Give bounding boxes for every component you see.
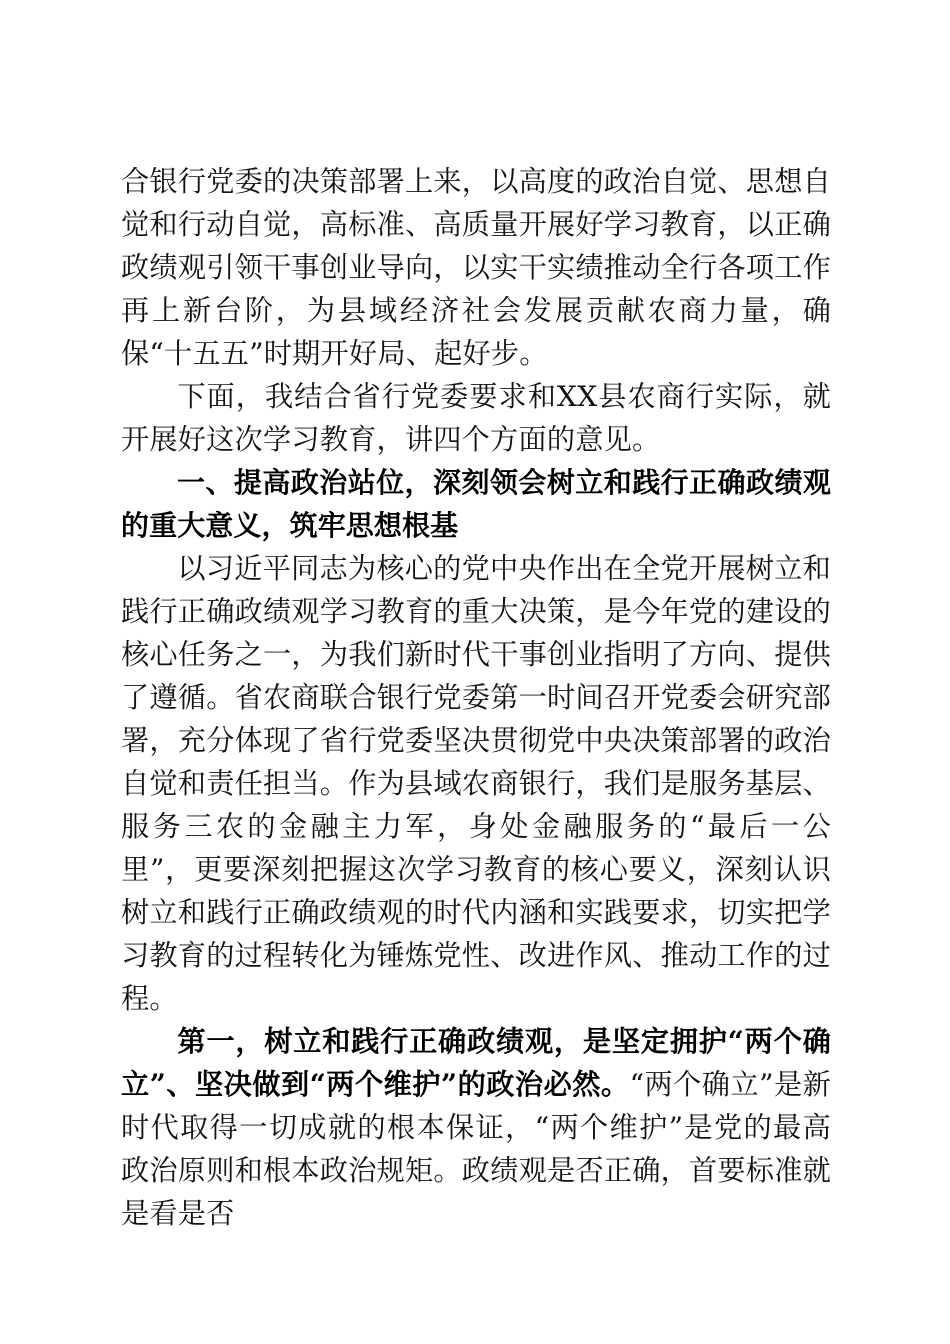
body-paragraph-3: 以习近平同志为核心的党中央作出在全党开展树立和践行正确政绩观学习教育的重大决策，是今年党的建设的核心任务之一，为我们新时代干事创业指明了方向、提供了遵循。省农商联合银行党委第一时间召开党委会研究部署，充分体现了省行党委坚决贯彻党中央决策部署的政治自觉和责任担当。作为县域农商银行，我们是服务基层、服务三农的金融主力军，身处金融服务的“最后一公里”，更要深刻把握这次学习教育的核心要义，深刻认识树立和践行正确政绩观的时代内涵和实践要求，切实把学习教育的过程转化为锤炼党性、改进作风、推动工作的过程。 [121, 552, 831, 1015]
body-paragraph-2: 下面，我结合省行党委要求和XX县农商行实际，就开展好这次学习教育，讲四个方面的意见。 [121, 380, 831, 456]
document-text-body [121, 160, 831, 1235]
section-heading-1: 一、提高政治站位，深刻领会树立和践行正确政绩观的重大意义，筑牢思想根基 [121, 466, 831, 542]
body-paragraph-4 [121, 1020, 831, 1235]
paragraph-lead-bold-run: 第一，树立和践行正确政绩观，是坚定拥护“两个确立”、坚决做到“两个维护”的政治必然。 [121, 1025, 831, 1101]
body-paragraph-1: 合银行党委的决策部署上来，以高度的政治自觉、思想自觉和行动自觉，高标准、高质量开展好学习教育，以正确政绩观引领干事创业导向，以实干实绩推动全行各项工作再上新台阶，为县域经济社会发展贡献农商力量，确保“十五五”时期开好局、起好步。 [121, 165, 831, 370]
paragraph-body-run: “两个确立”是新时代取得一切成就的根本保证，“两个维护”是党的最高政治原则和根本政治规矩。政绩观是否正确，首要标准就是看是否 [121, 1068, 831, 1230]
